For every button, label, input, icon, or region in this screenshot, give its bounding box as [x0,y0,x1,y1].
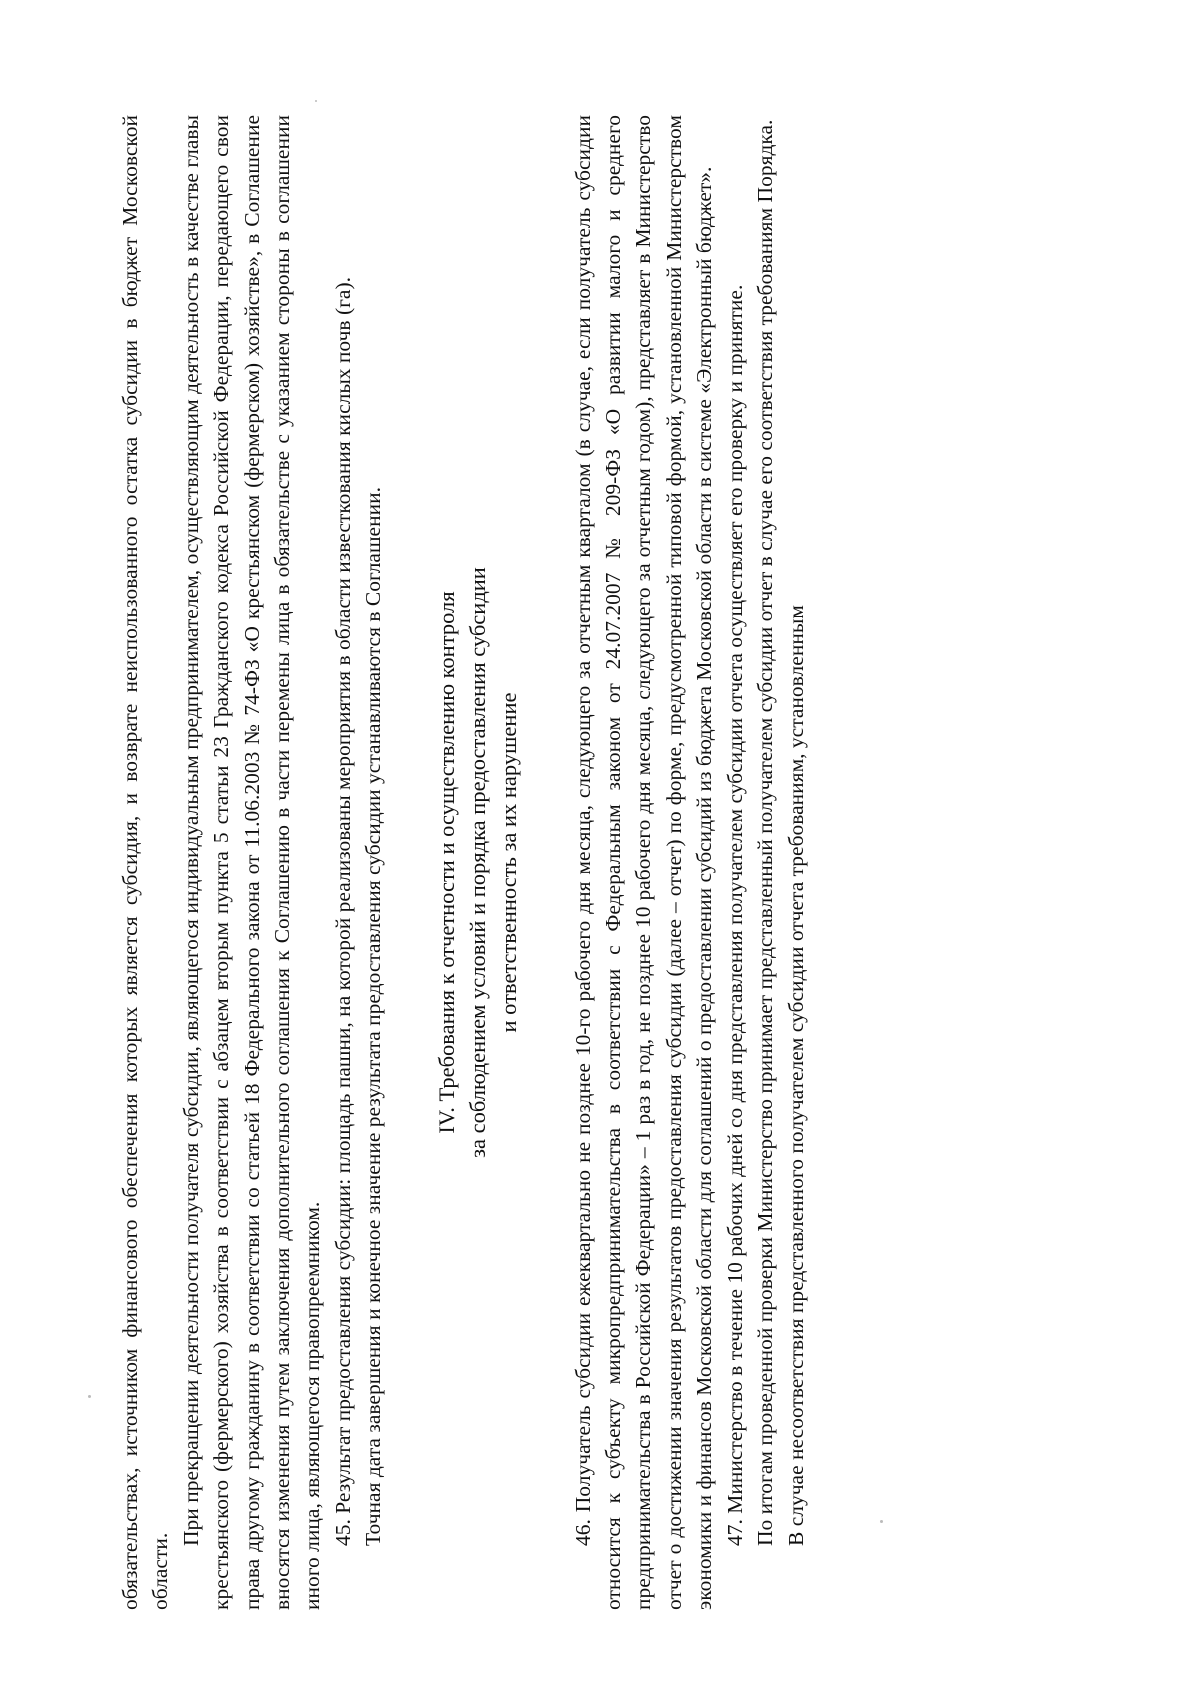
section-heading-line-2: за соблюдением условий и порядка предоставления субсидии [464,567,490,1158]
paragraph-46: 46. Получатель субсидии ежеквартально не позднее 10-го рабочего дня месяца, следующего за отчетным кварталом (в случае, если получатель субсидии относится к субъекту микропредпринимательства в соответствии с Федеральным законом от 24.07.2007 № 209-ФЗ «О развитии малого и среднего предпринимательства в Российской Федерации» – 1 раз в год, не позднее 10 рабочего дня месяца, следующего за отчетным годом), представляет в Министерство отчет о достижении значения результатов предоставления субсидии (далее – отчет) по форме, предусмотренной типовой формой, установленной Министерством экономики и финансов Московской области для соглашений о предоставлении субсидий из бюджета Московской области в системе «Электронный бюджет». [570,115,717,1610]
paragraph-45-date: Точная дата завершения и конечное значение результата предоставления субсидии устанавливаются в Соглашении. [361,487,386,1546]
section-heading-line-3: и ответственность за их нарушение [495,692,521,1033]
paragraph-45: 45. Результат предоставления субсидии: площадь пашни, на которой реализованы мероприятия в области известкования кислых почв (га). [330,276,355,1546]
paragraph-47-mismatch: В случае несоответствия представленного получателем субсидии отчета требованиям, установленным [783,605,808,1546]
paragraph-47: 47. Министерство в течение 10 рабочих дней со дня представления получателем субсидии отчета осуществляет его проверку и принятие. [722,284,747,1546]
section-heading-line-1: IV. Требования к отчетности и осуществлению контроля [433,591,459,1134]
paragraph-47-result: По итогам проведенной проверки Министерство принимает представленный получателем субсидии отчет в случае его соответствия требованиям Порядка. [753,119,778,1546]
rotated-text-block [115,115,1060,1610]
paragraph-continuation: обязательствах, источником финансового обеспечения которых является субсидия, и возврате неиспользованного остатка субсидии в бюджет Московской области. [118,115,173,1610]
paragraph-termination: При прекращении деятельности получателя субсидии, являющегося индивидуальным предпринимателем, осуществляющим деятельность в качестве главы крестьянского (фермерского) хозяйства в соответствии с абзацем вторым пункта 5 статьи 23 Гражданского кодекса Российской Федерации, передающего свои права другому гражданину в соответствии со статьей 18 Федерального закона от 11.06.2003 № 74-ФЗ «О крестьянском (фермерском) хозяйстве», в Соглашение вносятся изменения путем заключения дополнительного соглашения к Соглашению в части перемены лица в обязательстве с указанием стороны в соглашении иного лица, являющегося правопреемником. [178,115,325,1610]
scan-speck [315,100,317,102]
section-heading [431,115,524,1610]
scan-speck [88,1395,91,1398]
